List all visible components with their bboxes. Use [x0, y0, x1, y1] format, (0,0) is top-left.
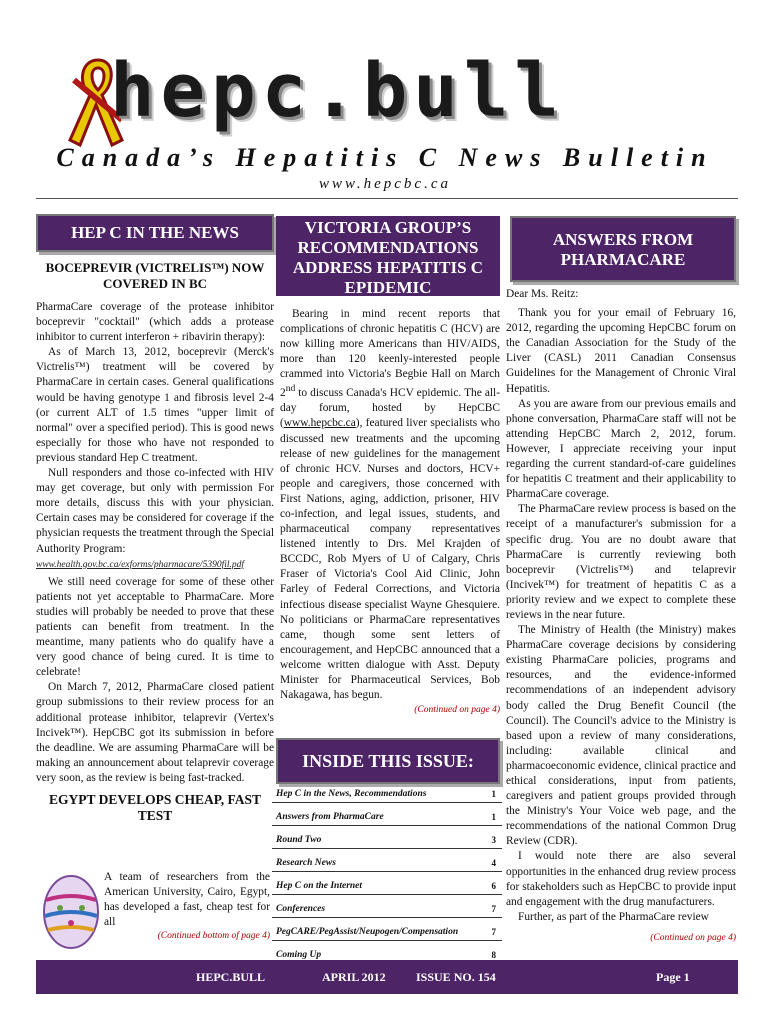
toc-row[interactable]: Research News 4 [272, 849, 502, 872]
masthead [60, 40, 700, 140]
news-column [36, 258, 274, 834]
footer-issue: ISSUE NO. 154 [416, 970, 496, 984]
paragraph: As of March 13, 2012, boceprevir (Merck's Victrelis™) treatment will be covered by PharmaCare in certain cases. General qualifications would be having genotype 1 and fibrosis level 2-4 (or current ALT of 1.5 times "upper limit of normal" over a specified period). This is good news especially for those who have not responded to previous standard Hep C treatment. [36, 346, 274, 464]
paragraph: I would note there are also several opportunities in the enhanced drug review process for stakeholders such as HepCBC to provide input and engagement with the drug manufacturers. [506, 850, 736, 908]
section-banner-pharmacare: ANSWERS FROM PHARMACARE [510, 216, 736, 282]
paragraph: Thank you for your email of February 16, 2012, regarding the upcoming HepCBC forum on the Canadian Association for the Study of the Liver (CASL) 2011 Canadian Consensus Guidelines for the Management of Chronic Viral Hepatitis. [506, 307, 736, 395]
paragraph: The PharmaCare review process is based on the receipt of a manufacturer's submission for a specific drug. You are no doubt aware that PharmaCare is currently reviewing both boceprevir (Victrelis™) and telaprevir (Incivek™) for treatment of hepatitis C as a priority review and we expect to complete these reviews in the near future. [506, 503, 736, 621]
easter-egg-icon [40, 870, 102, 950]
footer-bar [36, 960, 738, 994]
paragraph: As you are aware from our previous emails and phone conversation, PharmaCare staff will not be attending HepCBC March 2, 2012, forum. However, I appreciate receiving your input regarding the current standard-of-care guidelines for hepatitis C treatment and their applicability to PharmaCare coverage. [506, 397, 736, 501]
spacer [104, 928, 270, 929]
footer-date: APRIL 2012 [322, 970, 386, 984]
footer-publication: HEPC.BULL [196, 970, 266, 984]
continued-note[interactable]: (Continued on page 4) [414, 705, 500, 716]
table-of-contents [272, 780, 502, 964]
section-banner-news: HEP C IN THE NEWS [36, 214, 274, 252]
section-banner-victoria: VICTORIA GROUP’S RECOMMENDATIONS ADDRESS HEPATITIS C EPIDEMIC [276, 216, 500, 296]
toc-row[interactable]: Hep C in the News, Recommendations 1 [272, 780, 502, 803]
toc-row[interactable]: Conferences 7 [272, 895, 502, 918]
website-url[interactable]: www.hepcbc.ca [318, 176, 452, 192]
masthead-title: hepc.bull [110, 48, 565, 134]
pharmacare-column [506, 287, 736, 946]
paragraph: Null responders and those co-infected with HIV may get coverage, but only with permission For more details, discuss this with your physician. Certain cases may be considered for coverage if the physician requests the treatment through the Special Authority Program: [36, 467, 274, 555]
section-banner-inside: INSIDE THIS ISSUE: [276, 738, 500, 784]
salutation: Dear Ms. Reitz: [506, 288, 579, 300]
paragraph: On March 7, 2012, PharmaCare closed patient group submissions to their review process for an additional protease inhibitor, telaprevir (Vertex's Incivek™). HepCBC got its submission in before the deadline. We are assuming PharmaCare will be making an announcement about telaprevir coverage very soon, as the review is being fast-tracked. [36, 681, 274, 784]
toc-row[interactable]: Hep C on the Internet 6 [272, 872, 502, 895]
article-heading-egypt: EGYPT DEVELOPS CHEAP, FAST TEST [48, 792, 262, 823]
pharmacare-form-link[interactable]: www.health.gov.bc.ca/exforms/pharmacare/5390fil.pdf [36, 559, 245, 570]
hepcbc-link[interactable]: www.hepcbc.ca [283, 417, 356, 430]
continued-note[interactable]: (Continued on page 4) [650, 932, 736, 943]
continued-note[interactable]: (Continued bottom of page 4) [157, 931, 270, 941]
divider [36, 198, 738, 199]
tagline: Canada’s Hepatitis C News Bulletin [56, 143, 714, 172]
toc-row[interactable]: PegCARE/PegAssist/Neupogen/Compensation 7 [272, 918, 502, 941]
victoria-column [280, 307, 500, 718]
paragraph: PharmaCare coverage of the protease inhibitor boceprevir "cocktail" (which adds a protease inhibitor to current interferon + ribavirin therapy): [36, 301, 274, 344]
article-heading: BOCEPREVIR (VICTRELIS™) NOW COVERED IN BC [45, 260, 265, 291]
paragraph: Further, as part of the PharmaCare review [518, 910, 709, 923]
paragraph: The Ministry of Health (the Ministry) makes PharmaCare coverage decisions by considering existing PharmaCare policies, programs and resources, and the evidence-informed recommendations of an independent advisory body called the Drug Benefit Council (the Council). The Council's advice to the Ministry is based upon a review of many considerations, including: available clinical and pharmacoeconomic evidence, clinical practice and ethical considerations, input from patients, caregivers and patient groups provided through the Ministry's Your Voice web page, and the recommendations of the national Common Drug Review (CDR). [506, 624, 736, 848]
paragraph: We still need coverage for some of these other patients not yet acceptable to PharmaCare. More studies will probably be needed to prove that these patients can benefit from treatment. In the meantime, many patients who do qualify have a very good chance of being cured. It is time to celebrate! [36, 575, 274, 679]
footer-page-number: Page 1 [656, 970, 690, 984]
toc-row[interactable]: Coming Up 8 [272, 941, 502, 964]
toc-row[interactable]: Answers from PharmaCare 1 [272, 803, 502, 826]
egypt-article-text: A team of researchers from the American University, Cairo, Egypt, has developed a fast, cheap test for all [104, 871, 270, 929]
paragraph: Bearing in mind recent reports that complications of chronic hepatitis C (HCV) are now killing more Americans than HIV/AIDS, more than 120 keenly-interested people crammed into Victoria's Begbie Hall on March 2nd to discuss Canada's HCV epidemic. The all-day forum, hosted by HepCBC (www.hepcbc.ca), featured liver specialists who discussed new treatments and the upcoming release of new guidelines for the management of chronic HCV. Nurses and doctors, HCV+ people and caregivers, those concerned with First Nations, aging, addiction, prisoner, HIV co-infection, and legal issues, students, and pharmaceutical company representatives listened intently to Drs. Mel Krajden of BCCDC, Rob Myers of U of Calgary, Chris Fraser of Victoria's Cool Aid Clinic, John Farley of Federal Corrections, and Victoria infectious disease specialist Wayne Ghesquiere. No politicians or PharmaCare representatives came, though some sent letters of encouragement, and HepCBC announced that a welcome written dialogue with Asst. Deputy Minister for Pharmaceutical Services, Bob Nakagawa, has begun. [280, 308, 500, 702]
toc-row[interactable]: Round Two 3 [272, 826, 502, 849]
